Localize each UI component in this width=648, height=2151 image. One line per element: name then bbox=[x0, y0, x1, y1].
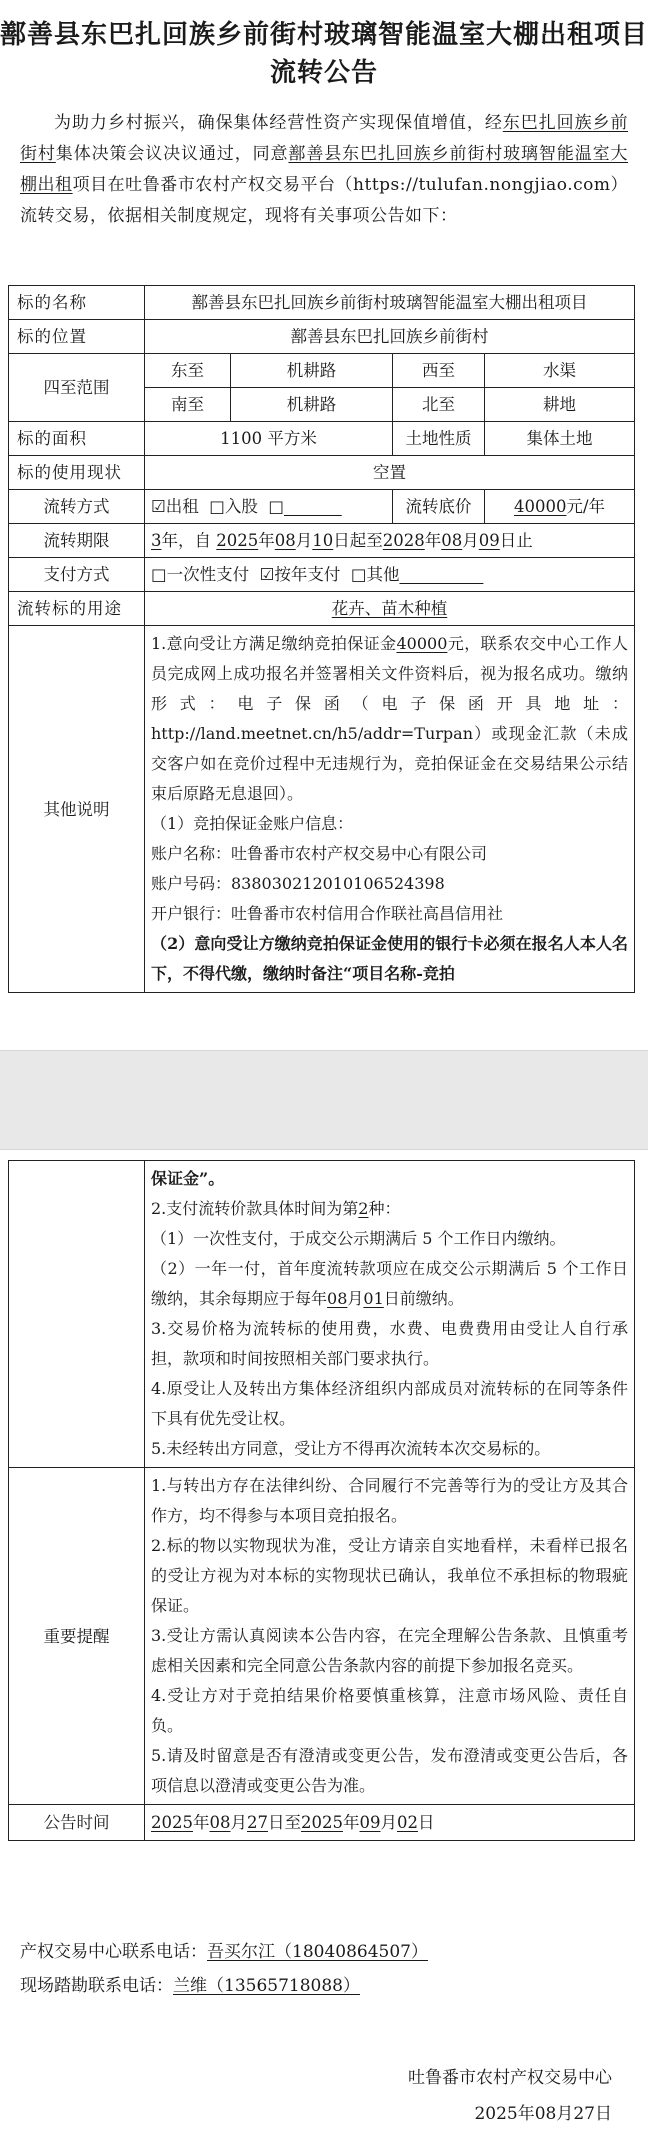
center-contact-phone: （18040864507） bbox=[275, 1942, 428, 1962]
name-value: 鄯善县东巴扎回族乡前街村玻璃智能温室大棚出租项目 bbox=[145, 286, 635, 320]
mode-lease-checkbox: ☑出租 bbox=[151, 497, 199, 516]
west-label: 西至 bbox=[393, 354, 485, 388]
transfer-mode-options bbox=[145, 490, 393, 524]
base-price-label: 流转底价 bbox=[393, 490, 485, 524]
center-contact: 产权交易中心联系电话：吾买尔江（18040864507） bbox=[20, 1942, 428, 1962]
other-note-account-number: 账户号码：838030212010106524398 bbox=[151, 874, 445, 893]
site-contact-name: 兰维 bbox=[173, 1976, 207, 1996]
other-note-fees: 3.交易价格为流转标的使用费，水费、电费费用由受让人自行承担，款项和时间按照相关部门要求执行。 bbox=[151, 1319, 628, 1368]
other-note-bank-card: （2）意向受让方缴纳竞拍保证金使用的银行卡必须在报名人本人名下，不得代缴，缴纳时备注“项目名称-竞拍 bbox=[151, 934, 628, 983]
transfer-mode-label: 流转方式 bbox=[9, 490, 145, 524]
info-table-continued bbox=[8, 1160, 635, 1841]
issuer-org: 吐鲁番市农村产权交易中心 bbox=[408, 2068, 612, 2088]
page-gap bbox=[0, 1050, 648, 1150]
notice-item-1: 1.与转出方存在法律纠纷、合同履行不完善等行为的受让方及其合作方，均不得参与本项目竞拍报名。 bbox=[151, 1476, 628, 1525]
publish-time-value: 2025年08月27日至2025年09月02日 bbox=[145, 1805, 635, 1841]
other-notes-label-continued bbox=[9, 1161, 145, 1468]
contact-info bbox=[20, 1935, 428, 2003]
other-note-payment-time: 2.支付流转价款具体时间为第2种： bbox=[151, 1199, 401, 1218]
west-value: 水渠 bbox=[485, 354, 635, 388]
south-value: 机耕路 bbox=[231, 388, 393, 422]
pay-once-checkbox: □一次性支付 bbox=[151, 565, 250, 584]
intro-project: 鄯善县东巴扎回族乡前街村玻璃智能温室大棚出租 bbox=[20, 144, 629, 195]
payment-label: 支付方式 bbox=[9, 558, 145, 592]
north-label: 北至 bbox=[393, 388, 485, 422]
base-price-value: 40000 bbox=[513, 497, 567, 516]
notice-item-4: 4.受让方对于竞拍结果价格要慎重核算，注意市场风险、责任自负。 bbox=[151, 1686, 628, 1735]
issue-date: 2025年08月27日 bbox=[474, 2104, 612, 2124]
purpose-label: 流转标的用途 bbox=[9, 592, 145, 626]
notice-label: 重要提醒 bbox=[9, 1468, 145, 1805]
document-page-1 bbox=[0, 0, 648, 1050]
east-label: 东至 bbox=[145, 354, 231, 388]
document-title bbox=[0, 0, 648, 92]
other-note-payment-once: （1）一次性支付，于成交公示期满后 5 个工作日内缴纳。 bbox=[151, 1229, 566, 1248]
other-note-bank: 开户银行：吐鲁番市农村信用合作联社高昌信用社 bbox=[151, 904, 504, 923]
south-label: 南至 bbox=[145, 388, 231, 422]
east-value: 机耕路 bbox=[231, 354, 393, 388]
intro-part-e: 项目在吐鲁番市农村产权交易平台（https://tulufan.nongjiao.com）流转交易，依据相关制度规定，现将有关事项公告如下： bbox=[20, 175, 629, 226]
site-contact-phone: （13565718088） bbox=[207, 1976, 360, 1996]
other-note-account-title: （1）竞拍保证金账户信息： bbox=[151, 814, 354, 833]
boundary-label: 四至范围 bbox=[9, 354, 145, 422]
other-note-payment-yearly: （2）一年一付，首年度流转款项应在成交公示期满后 5 个工作日缴纳，其余每期应于每年08月01日前缴纳。 bbox=[151, 1259, 628, 1308]
payment-options bbox=[145, 558, 635, 592]
intro-part-a: 为助力乡村振兴，确保集体经营性资产实现保值增值，经 bbox=[54, 113, 503, 133]
location-label: 标的位置 bbox=[9, 320, 145, 354]
other-notes-part-2 bbox=[145, 1161, 635, 1468]
use-status-value: 空置 bbox=[145, 456, 635, 490]
signature-block bbox=[408, 2060, 612, 2132]
pay-other-checkbox: □其他 bbox=[350, 565, 400, 584]
pay-yearly-checkbox: ☑按年支付 bbox=[259, 565, 341, 584]
notice-item-5: 5.请及时留意是否有澄清或变更公告，发布澄清或变更公告后，各项信息以澄清或变更公告为准。 bbox=[151, 1746, 628, 1795]
site-contact: 现场踏勘联系电话：兰维（13565718088） bbox=[20, 1976, 360, 1996]
base-price-cell bbox=[485, 490, 635, 524]
intro-paragraph bbox=[0, 92, 648, 232]
land-nature-label: 土地性质 bbox=[393, 422, 485, 456]
center-contact-name: 吾买尔江 bbox=[207, 1942, 275, 1962]
base-price-unit: 元/年 bbox=[566, 497, 606, 516]
term-value: 3年，自 2025年08月10日起至2028年08月09日止 bbox=[145, 524, 635, 558]
use-status-label: 标的使用现状 bbox=[9, 456, 145, 490]
other-note-account-name: 账户名称：吐鲁番市农村产权交易中心有限公司 bbox=[151, 844, 488, 863]
purpose-value: 花卉、苗木种植 bbox=[331, 599, 448, 618]
mode-share-checkbox: □入股 bbox=[209, 497, 258, 516]
notice-item-2: 2.标的物以实物现状为准，受让方请亲自实地看样，未看样已报名的受让方视为对本标的实物现状已确认，我单位不承担标的物瑕疵保证。 bbox=[151, 1536, 628, 1615]
title-line-2: 流转公告 bbox=[269, 58, 378, 88]
document-page-2 bbox=[0, 1150, 648, 2151]
notice-item-3: 3.受让方需认真阅读本公告内容，在完全理解公告条款、且慎重考虑相关因素和完全同意公告条款内容的前提下参加报名竞买。 bbox=[151, 1626, 628, 1675]
other-note-bank-card-end: 保证金”。 bbox=[151, 1169, 225, 1188]
other-notes-part-1 bbox=[145, 626, 635, 993]
area-value: 1100 平方米 bbox=[145, 422, 393, 456]
north-value: 耕地 bbox=[485, 388, 635, 422]
other-notes-label: 其他说明 bbox=[9, 626, 145, 993]
publish-time-label: 公告时间 bbox=[9, 1805, 145, 1841]
notice-content bbox=[145, 1468, 635, 1805]
info-table bbox=[8, 285, 635, 993]
other-note-priority: 4.原受让人及转出方集体经济组织内部成员对流转标的在同等条件下具有优先受让权。 bbox=[151, 1379, 628, 1428]
intro-part-c: 集体决策会议决议通过，同意 bbox=[55, 144, 289, 164]
area-label: 标的面积 bbox=[9, 422, 145, 456]
name-label: 标的名称 bbox=[9, 286, 145, 320]
term-label: 流转期限 bbox=[9, 524, 145, 558]
other-note-no-resale: 5.未经转出方同意，受让方不得再次流转本次交易标的。 bbox=[151, 1439, 551, 1458]
purpose-cell bbox=[145, 592, 635, 626]
intro-village: 东巴扎回族乡前街村 bbox=[20, 113, 629, 164]
mode-other-checkbox: □ bbox=[268, 497, 284, 516]
title-line-1: 鄯善县东巴扎回族乡前街村玻璃智能温室大棚出租项目 bbox=[0, 20, 648, 50]
location-value: 鄯善县东巴扎回族乡前街村 bbox=[145, 320, 635, 354]
land-nature-value: 集体土地 bbox=[485, 422, 635, 456]
other-note-1: 1.意向受让方满足缴纳竞拍保证金40000元，联系农交中心工作人员完成网上成功报名并签署相关文件资料后，视为报名成功。缴纳形式：电子保函（电子保函开具地址：http://land.meetnet.cn/h5/addr=Turpan）或现金汇款（未成交客户如在竞价过程中无违规行为，竞拍保证金在交易结果公示结束后原路无息退回）。 bbox=[151, 634, 628, 803]
